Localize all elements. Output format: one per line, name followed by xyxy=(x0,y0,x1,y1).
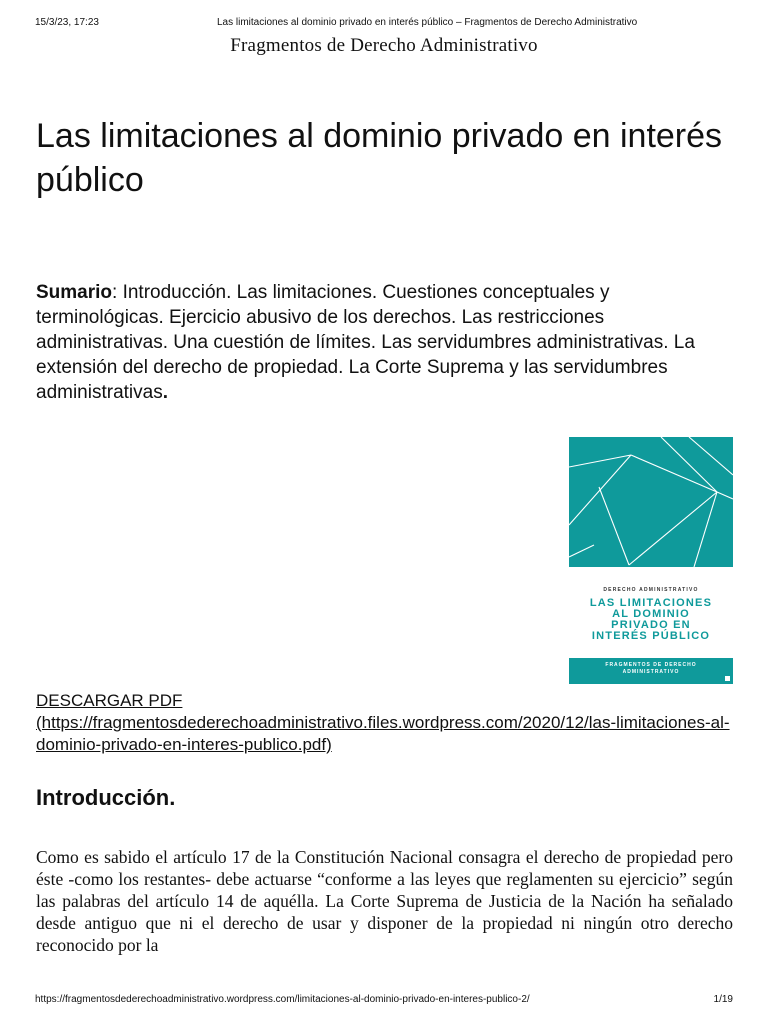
cover-kicker: DERECHO ADMINISTRATIVO xyxy=(603,587,699,593)
summary-text: : Introducción. Las limitaciones. Cuestiones conceptuales y terminológicas. Ejercicio abusivo de los derechos. Las restricciones administrativas. Una cuestión de límites. Las servidumbres administrativas. La extensión del derecho de propiedad. La Corte Suprema y las servidumbres administrativas xyxy=(36,282,695,403)
cover-footer xyxy=(569,658,733,684)
section-heading xyxy=(36,785,175,811)
cover-title xyxy=(569,598,733,642)
download-pdf-url[interactable]: (https://fragmentosdederechoadministrativo.files.wordpress.com/2020/12/las-limitaciones-al-dominio-privado-en-interes-publico.pdf) xyxy=(36,713,730,754)
print-footer-url: https://fragmentosdederechoadministrativo.wordpress.com/limitaciones-al-dominio-privado-en-interes-publico-2/ xyxy=(35,994,530,1005)
cover-title-line: INTERÉS PÚBLICO xyxy=(591,630,711,642)
print-header xyxy=(35,17,733,31)
book-cover-image[interactable] xyxy=(569,437,733,684)
cover-footer-line: ADMINISTRATIVO xyxy=(622,669,680,675)
cover-title-line: AL DOMINIO xyxy=(612,608,690,620)
download-pdf-link[interactable] xyxy=(36,690,736,756)
cover-logo-mark xyxy=(725,676,730,681)
summary-label: Sumario xyxy=(36,282,113,303)
cover-geometric-pattern xyxy=(569,437,733,567)
site-title[interactable]: Fragmentos de Derecho Administrativo xyxy=(230,35,538,56)
cover-title-line: PRIVADO EN xyxy=(611,619,691,631)
summary-end: . xyxy=(162,382,168,403)
body-paragraph: Como es sabido el artículo 17 de la Constitución Nacional consagra el derecho de propiedad pero éste -como los restantes- debe actuarse “conforme a las leyes que reglamenten su ejercicio” según las palabras del artículo 14 de aquélla. La Corte Suprema de Justicia de la Nación ha señalado desde antiguo que ni el derecho de usar y disponer de la propiedad ni ningún otro derecho reconocido por la xyxy=(36,847,733,955)
post-title: Las limitaciones al dominio privado en interés público xyxy=(36,117,723,199)
section-heading-text: Introducción xyxy=(36,785,170,810)
print-footer xyxy=(35,994,733,1008)
cover-footer-line: FRAGMENTOS DE DERECHO xyxy=(605,662,697,668)
print-document-title: Las limitaciones al dominio privado en interés público – Fragmentos de Derecho Administrativo xyxy=(217,17,638,28)
cover-title-line: LAS LIMITACIONES xyxy=(589,597,713,609)
summary xyxy=(36,280,736,405)
cover-body xyxy=(569,567,733,658)
section-heading-end: . xyxy=(169,785,176,810)
page-number: 1/19 xyxy=(713,994,733,1005)
download-pdf-label[interactable]: DESCARGAR PDF xyxy=(36,691,183,710)
print-date: 15/3/23, 17:23 xyxy=(35,17,99,28)
